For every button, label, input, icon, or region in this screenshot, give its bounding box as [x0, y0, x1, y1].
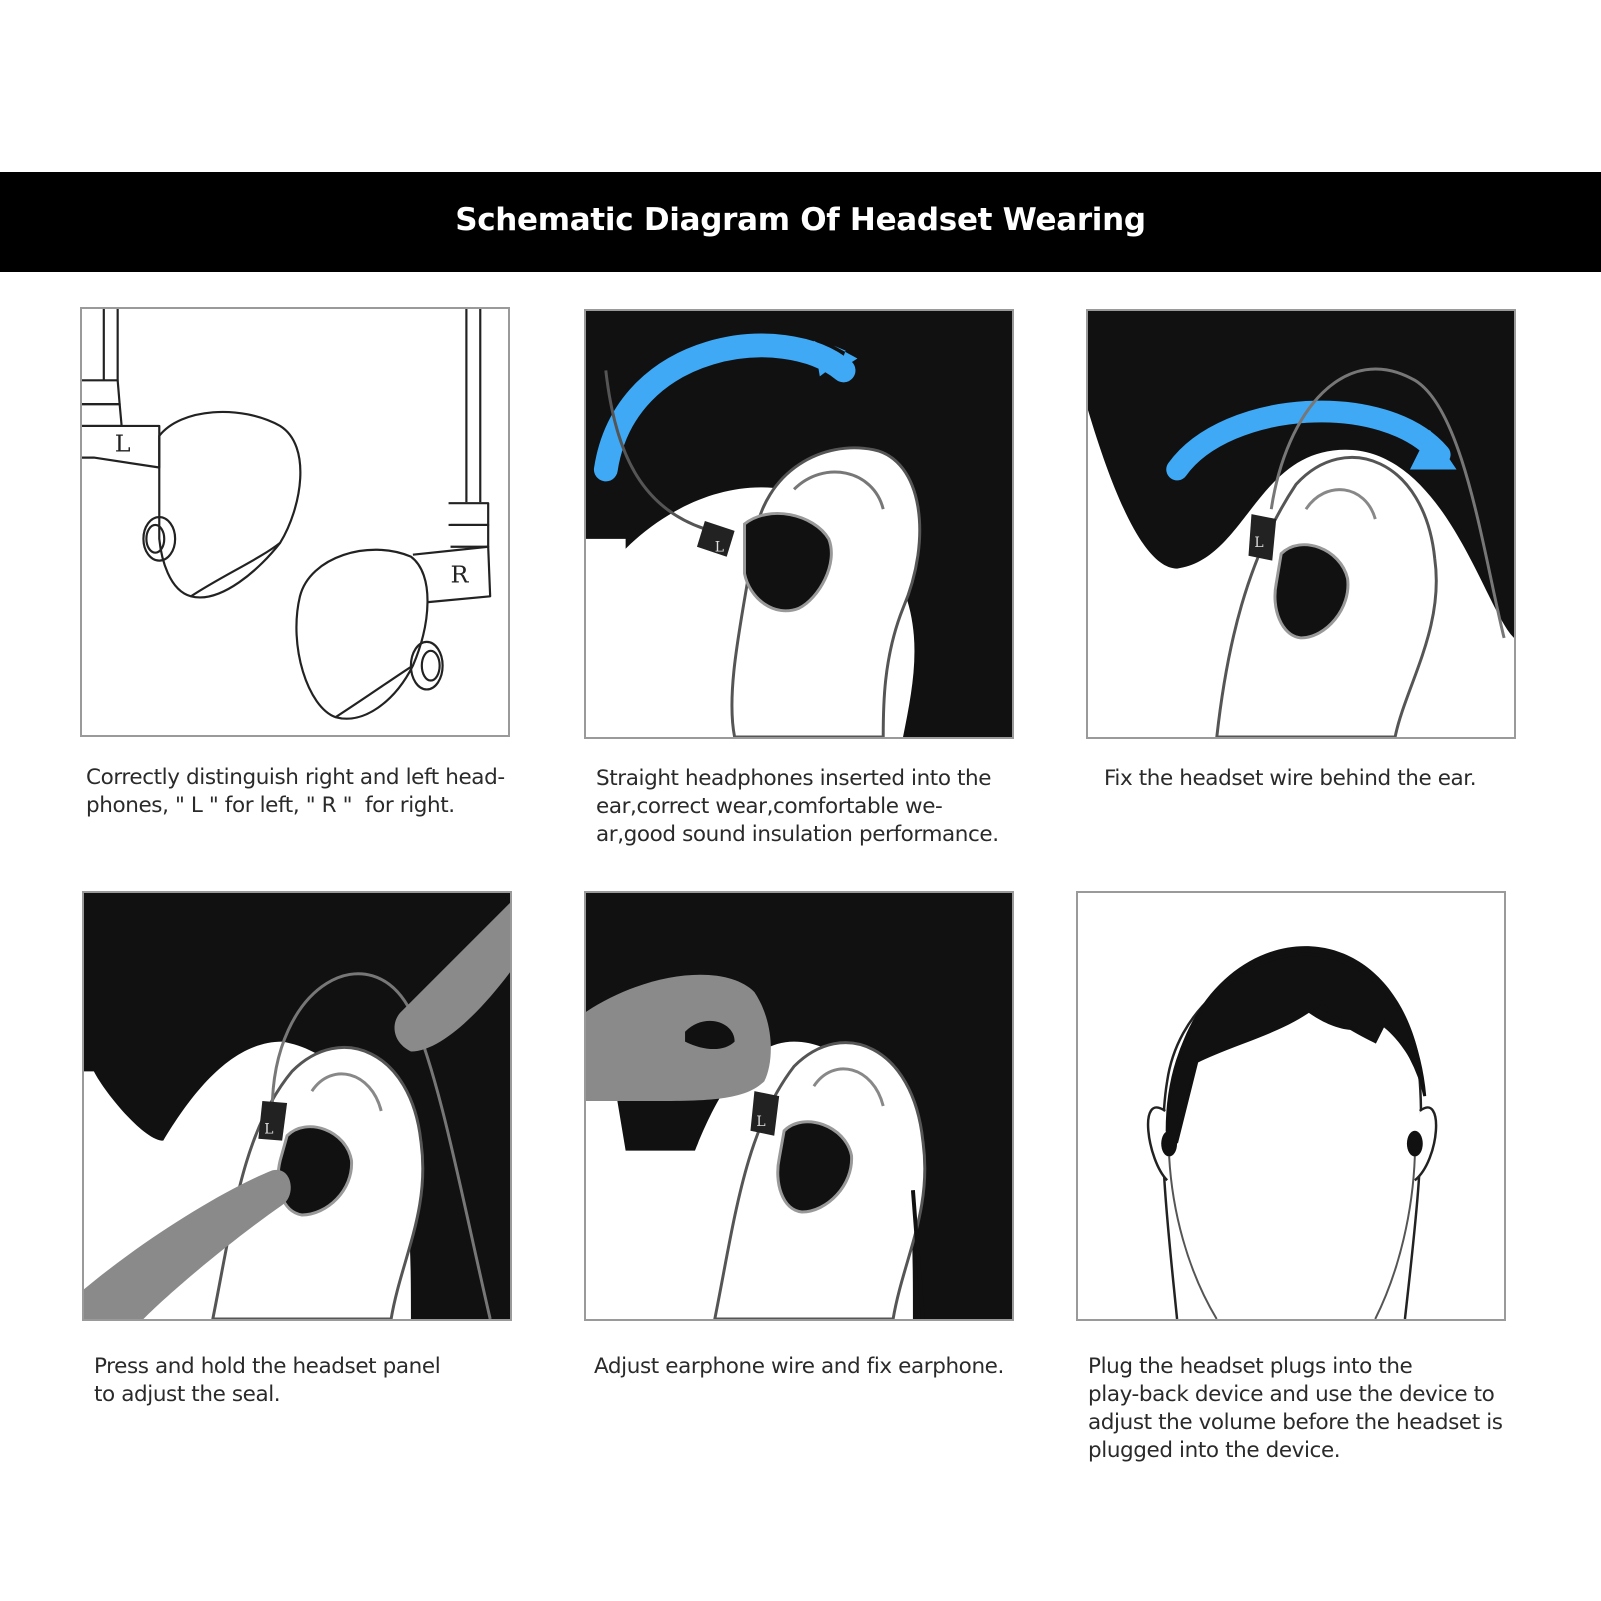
wearing-headset-face-icon — [1078, 893, 1504, 1319]
step-2-illustration — [584, 309, 1014, 739]
left-mark-label: L — [114, 429, 131, 458]
left-mark-label: L — [264, 1121, 274, 1138]
step-1-illustration — [80, 307, 510, 737]
wire-behind-ear-icon — [1088, 311, 1514, 737]
page-title: Schematic Diagram Of Headset Wearing — [455, 202, 1146, 238]
step-3-caption: Fix the headset wire behind the ear. — [1104, 766, 1477, 791]
step-6-illustration — [1076, 891, 1506, 1321]
left-mark-label: L — [1254, 534, 1264, 551]
right-mark-label: R — [450, 560, 469, 589]
insert-earphone-icon — [586, 311, 1012, 737]
step-1-caption: Correctly distinguish right and left head- phones, " L " for left, " R " for right. — [86, 765, 505, 818]
step-5-illustration — [584, 891, 1014, 1321]
press-panel-icon — [84, 893, 510, 1319]
step-6-caption: Plug the headset plugs into the play-back device and use the device to adjust the volume before the headset is plugged into the device. — [1088, 1354, 1503, 1463]
step-3-illustration — [1086, 309, 1516, 739]
adjust-wire-icon — [586, 893, 1012, 1319]
earphones-left-right-icon — [82, 309, 508, 735]
step-2-caption: Straight headphones inserted into the ear,correct wear,comfortable we- ar,good sound insulation performance. — [596, 766, 999, 847]
title-banner — [0, 172, 1601, 272]
left-mark-label: L — [714, 539, 725, 556]
left-mark-label: L — [756, 1113, 766, 1130]
step-4-caption: Press and hold the headset panel to adjust the seal. — [94, 1354, 441, 1407]
step-4-illustration — [82, 891, 512, 1321]
step-5-caption: Adjust earphone wire and fix earphone. — [594, 1354, 1004, 1379]
